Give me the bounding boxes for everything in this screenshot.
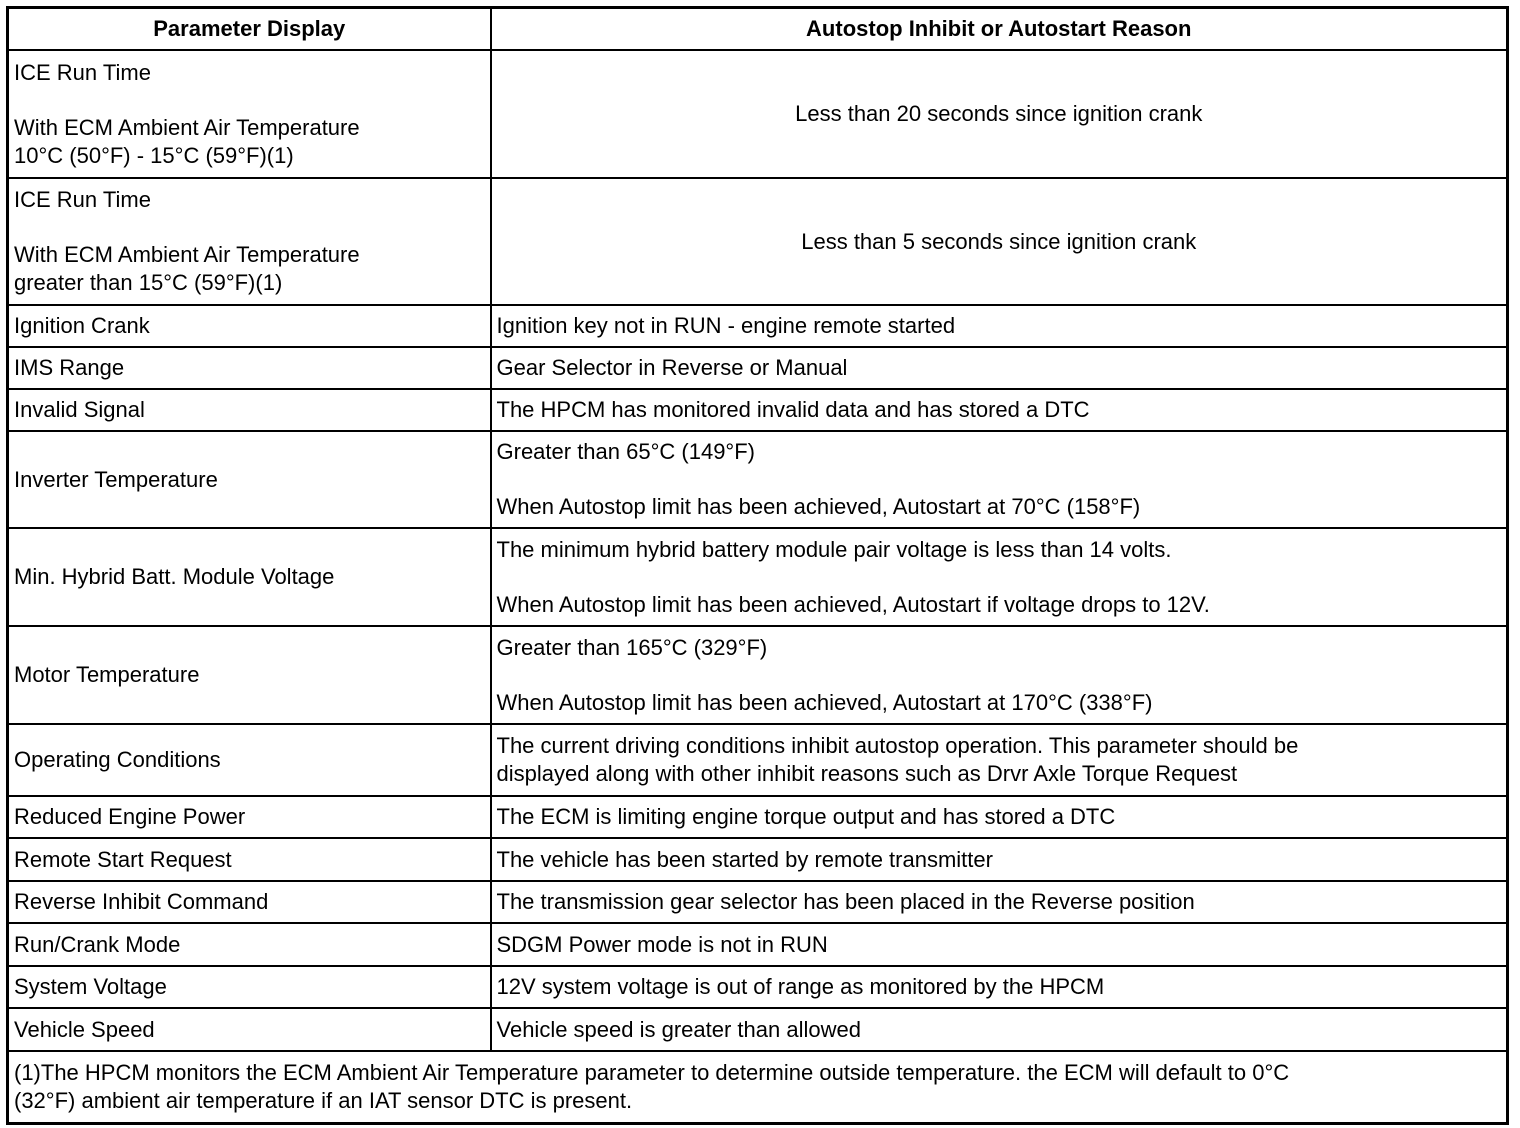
footnote-line: (1)The HPCM monitors the ECM Ambient Air Temperature parameter to determine outside temperature. the ECM will default to 0°C: [14, 1059, 1290, 1085]
parameter-cell: IMS Range: [8, 347, 491, 389]
table-row: [8, 796, 1508, 838]
parameter-cell: System Voltage: [8, 966, 491, 1008]
reason-cell: SDGM Power mode is not in RUN: [491, 923, 1508, 966]
parameter-cell: [8, 50, 491, 178]
table-row: [8, 881, 1508, 923]
parameter-cell: Min. Hybrid Batt. Module Voltage: [8, 528, 491, 626]
table-row: [8, 966, 1508, 1008]
parameter-cell: Invalid Signal: [8, 389, 491, 431]
reason-cell: Gear Selector in Reverse or Manual: [491, 347, 1508, 389]
reason-cell: [491, 50, 1508, 178]
table-row: [8, 50, 1508, 178]
table-row: [8, 431, 1508, 528]
parameter-cell: Motor Temperature: [8, 626, 491, 724]
reason-cell: [491, 431, 1508, 528]
parameter-line: With ECM Ambient Air Temperature: [14, 242, 360, 267]
header-parameter-display: Parameter Display: [8, 8, 491, 51]
parameter-line: greater than 15°C (59°F)(1): [14, 270, 283, 295]
reason-line: Greater than 165°C (329°F): [496, 634, 768, 660]
table-row: [8, 1008, 1508, 1051]
reason-line: displayed along with other inhibit reasons such as Drvr Axle Torque Request: [496, 761, 1238, 786]
reason-cell: [491, 724, 1508, 796]
table-row: [8, 528, 1508, 626]
parameter-line: 10°C (50°F) - 15°C (59°F)(1): [14, 142, 294, 168]
footnote-line: (32°F) ambient air temperature if an IAT sensor DTC is present.: [14, 1087, 633, 1113]
parameter-cell: Reverse Inhibit Command: [8, 881, 491, 923]
header-row: [8, 8, 1508, 51]
reason-cell: The ECM is limiting engine torque output and has stored a DTC: [491, 796, 1508, 838]
parameter-cell: Remote Start Request: [8, 838, 491, 881]
reason-cell: Ignition key not in RUN - engine remote started: [491, 305, 1508, 347]
parameter-cell: Operating Conditions: [8, 724, 491, 796]
table-row: [8, 178, 1508, 305]
table-row: [8, 923, 1508, 966]
reason-line: When Autostop limit has been achieved, Autostart if voltage drops to 12V.: [496, 591, 1210, 617]
reason-cell: [491, 178, 1508, 305]
reason-line: The current driving conditions inhibit autostop operation. This parameter should be: [496, 733, 1299, 758]
reason-line: Less than 5 seconds since ignition crank: [801, 228, 1197, 254]
reason-line: When Autostop limit has been achieved, Autostart at 70°C (158°F): [496, 494, 1141, 519]
reason-cell: 12V system voltage is out of range as monitored by the HPCM: [491, 966, 1508, 1008]
reason-line: When Autostop limit has been achieved, Autostart at 170°C (338°F): [496, 689, 1153, 715]
reason-cell: [491, 626, 1508, 724]
table-row: [8, 305, 1508, 347]
parameter-cell: [8, 178, 491, 305]
table-row: [8, 389, 1508, 431]
footnote-cell: [8, 1051, 1508, 1123]
table-row: [8, 626, 1508, 724]
parameter-line: ICE Run Time: [14, 187, 151, 212]
parameter-cell: Vehicle Speed: [8, 1008, 491, 1051]
header-autostop-reason: Autostop Inhibit or Autostart Reason: [491, 8, 1508, 51]
reason-cell: The HPCM has monitored invalid data and has stored a DTC: [491, 389, 1508, 431]
reason-cell: [491, 528, 1508, 626]
reason-line: Greater than 65°C (149°F): [496, 439, 755, 464]
table-row: [8, 838, 1508, 881]
parameter-cell: Reduced Engine Power: [8, 796, 491, 838]
table-row: [8, 724, 1508, 796]
reason-line: Less than 20 seconds since ignition crank: [795, 101, 1203, 126]
parameter-cell: Ignition Crank: [8, 305, 491, 347]
reason-cell: The transmission gear selector has been placed in the Reverse position: [491, 881, 1508, 923]
footnote-row: [8, 1051, 1508, 1123]
reason-cell: The vehicle has been started by remote transmitter: [491, 838, 1508, 881]
parameter-cell: Inverter Temperature: [8, 431, 491, 528]
reason-line: The minimum hybrid battery module pair voltage is less than 14 volts.: [496, 536, 1172, 562]
parameter-line: With ECM Ambient Air Temperature: [14, 114, 360, 140]
parameter-table: [6, 6, 1509, 1125]
parameter-cell: Run/Crank Mode: [8, 923, 491, 966]
reason-cell: Vehicle speed is greater than allowed: [491, 1008, 1508, 1051]
parameter-line: ICE Run Time: [14, 59, 151, 85]
table-row: [8, 347, 1508, 389]
